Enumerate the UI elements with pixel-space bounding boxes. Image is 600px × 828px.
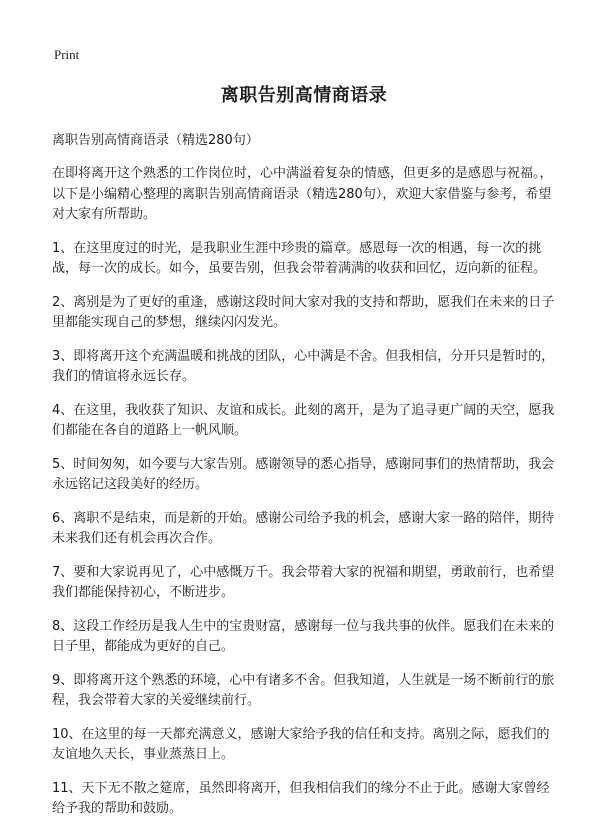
quote-item-1: 1、在这里度过的时光，是我职业生涯中珍贵的篇章。感恩每一次的相遇，每一次的挑战，每一次的成长。如今，虽要告别，但我会带着满满的收获和回忆，迈向新的征程。 (52, 240, 547, 276)
quote-item-3: 3、即将离开这个充满温暖和挑战的团队，心中满是不舍。但我相信，分开只是暂时的，我们的情谊将永远长存。 (52, 348, 555, 384)
quote-item-6: 6、离职不是结束，而是新的开始。感谢公司给予我的机会，感谢大家一路的陪伴，期待未来我们还有机会再次合作。 (52, 510, 555, 546)
quote-item-11: 11、天下无不散之筵席，虽然即将离开，但我相信我们的缘分不止于此。感谢大家曾经给予我的帮助和鼓励。 (52, 780, 550, 816)
document-subtitle: 离职告别高情商语录（精选280句） (52, 133, 259, 148)
quote-item-7: 7、要和大家说再见了，心中感慨万千。我会带着大家的祝福和期望，勇敢前行，也希望我们都能保持初心，不断进步。 (52, 564, 555, 600)
quote-item-5: 5、时间匆匆，如今要与大家告别。感谢领导的悉心指导，感谢同事们的热情帮助，我会永远铭记这段美好的经历。 (52, 456, 555, 492)
intro-paragraph: 在即将离开这个熟悉的工作岗位时，心中满溢着复杂的情感，但更多的是感恩与祝福。，以下是小编精心整理的离职告别高情商语录（精选280句），欢迎大家借鉴与参考，希望对大家有所帮助。 (52, 166, 553, 222)
quote-item-2: 2、离别是为了更好的重逢，感谢这段时间大家对我的支持和帮助，愿我们在未来的日子里都能实现自己的梦想，继续闪闪发光。 (52, 294, 555, 330)
quote-item-8: 8、这段工作经历是我人生中的宝贵财富，感谢每一位与我共事的伙伴。愿我们在未来的日子里，都能成为更好的自己。 (52, 618, 555, 654)
print-link[interactable]: Print (54, 47, 80, 62)
document-title: 离职告别高情商语录 (220, 85, 388, 106)
quote-item-10: 10、在这里的每一天都充满意义，感谢大家给予我的信任和支持。离别之际，愿我们的友谊地久天长，事业蒸蒸日上。 (52, 726, 550, 762)
quote-item-9: 9、即将离开这个熟悉的环境，心中有诸多不舍。但我知道，人生就是一场不断前行的旅程，我会带着大家的关爱继续前行。 (52, 672, 555, 708)
quote-item-4: 4、在这里，我收获了知识、友谊和成长。此刻的离开，是为了追寻更广阔的天空，愿我们都能在各自的道路上一帆风顺。 (52, 402, 555, 438)
